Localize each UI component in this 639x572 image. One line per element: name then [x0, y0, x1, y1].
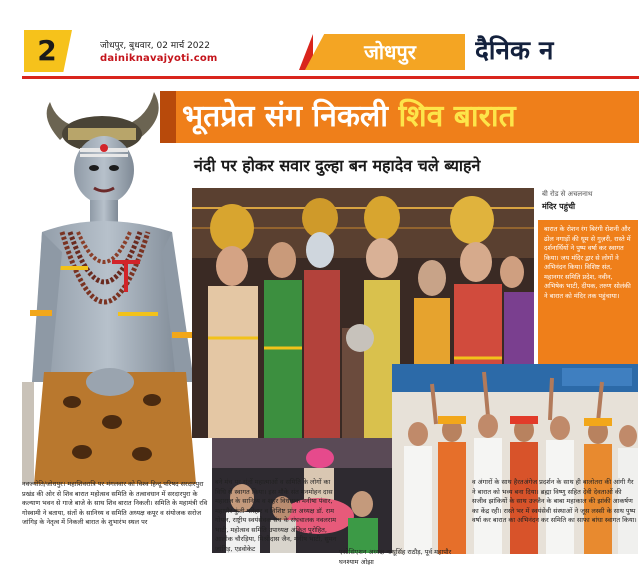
- sidebar-heading: [542, 190, 636, 212]
- article-body-col4: व अंगारों के साथ हैरतअंगेज प्रदर्शन के साथ ही बालोतरा की आंगी गैर ने बारात को भव्य बना दिया। ब्रह्मा विष्णु सहित देवी देवताओं की सजीव झांकियों के साथ उज्जैन के बाबा महाकाल की झांकी आकर्षण का केंद्र रही। रास्ते भर में स्वयंसेवी संस्थाओं ने जूस लस्सी के साथ पुष्प वर्षा कर बारात का अभिनंदन कर समिति का साफा बांधा स्वागत किया।: [472, 478, 637, 524]
- sidebar-kicker: बी रोड से अचलनाथ: [542, 190, 593, 198]
- newspaper-masthead: दैनिक न: [475, 36, 554, 66]
- header-divider: [22, 76, 639, 79]
- subheadline: नंदी पर होकर सवार दुल्हा बन महादेव चले ब्याहने: [194, 156, 481, 175]
- dateline: जोधपुर, बुधवार, 02 मार्च 2022: [100, 41, 210, 51]
- article-body-col3: एसोसिएशन अध्यक्ष नाथूसिंह राठौड़, पूर्व महापौर घनश्याम ओझा: [339, 548, 452, 566]
- sidebar-text: बारात के रोशन रंग बिरंगी रोशनी और ढोल नगाड़ों की धूम से गुज़री, रास्ते में दर्शनार्थियों ने पुष्प वर्षा कर स्वागत किया। जय मंदिर द्वार से लोगों ने अभिनंदन किया। विशिष्ट संत, महानगर समिति प्रदेश, नवीन, अभिषेक भाटी, दीपक, तरुण सोलंकी ने बारात को मंदिर तक पहुंचाया।: [538, 220, 638, 440]
- headline: [182, 91, 637, 143]
- newspaper-header: [0, 0, 639, 82]
- headline-highlight: शिव बारात: [398, 99, 516, 134]
- city-section-label: जोधपुर: [364, 40, 416, 64]
- headline-band-accent: [160, 91, 176, 143]
- website-link[interactable]: dainiknavajyoti.com: [100, 53, 218, 64]
- article: [22, 82, 639, 572]
- page-number: 2: [37, 34, 57, 67]
- article-body-col1: नवज्योति/जोधपुर। महाशिवरात्रि पर मंगलवार को विश्व हिन्दू परिषद सरदारपुरा प्रखंड की ओर से शिव बारात महोत्सव समिति के तत्वावधान में सरदारपुरा के कल्याण भवन से गाजे बाजे के साथ शिव बारात निकली। समिति के महामंत्री रवि गोस्वामी ने बताया, संतों के सानिध्य व समिति अध्यक्ष कपूर व संयोजक सरोज जांगिड़ के नेतृत्व में निकली बारात के शुभारंभ स्थल पर: [22, 480, 208, 526]
- article-body-col2: बने मंच पर संतों महात्माओं व समिति के लोगों का विधि से स्वागत किया। इस मौके संत मनमोहन दास महाराज के सानिध्य व शहर विधायक मनीषा पंवार, महापौर कुंती परिहार व विशिष्ट प्रांत अध्यक्ष डॉ. राम गोयल, राष्ट्रीय स्वयंसेवक संघ के संघचालक नवलराम भाटी, महोत्सव समिति उपाध्यक्ष अंकित पुरोहित, आलोक चौरड़िया, मिश्रीदास जैन, मनीष भाटी, सुमन जांगिड़, एडवोकेट: [215, 478, 337, 553]
- headline-text: भूतप्रेत संग निकली: [182, 99, 399, 134]
- sidebar-title: मंदिर पहुंची: [542, 202, 576, 211]
